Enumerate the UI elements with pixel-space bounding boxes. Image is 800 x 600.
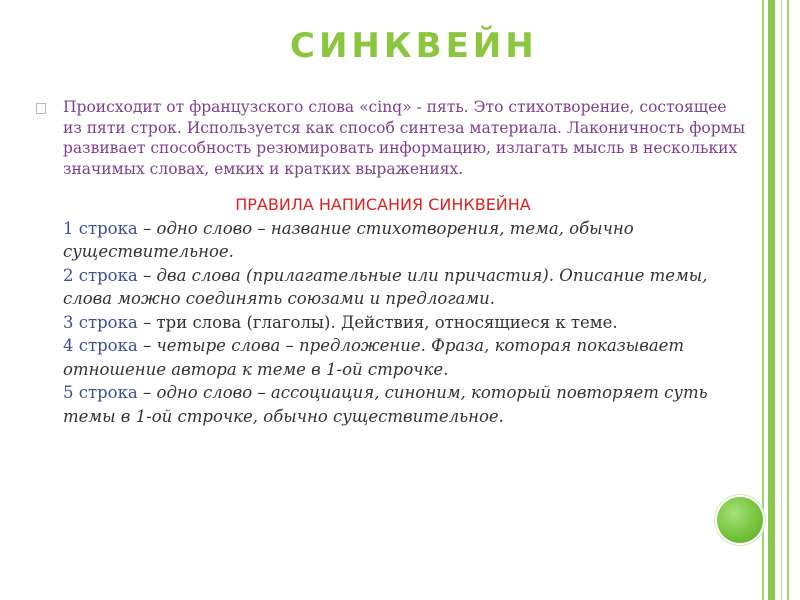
decor-line xyxy=(787,0,789,600)
rule-text: – четыре слова – предложение. Фраза, которая показывает отношение автора к теме в 1-ой строчке. xyxy=(63,336,685,379)
rule-row-5 xyxy=(63,381,753,428)
rule-text: – два слова (прилагательные или причастия). Описание темы, слова можно соединять союзами и предлогами. xyxy=(63,265,708,308)
decor-line xyxy=(768,0,775,600)
intro-bullet xyxy=(36,97,746,179)
slide-title: СИНКВЕЙН xyxy=(290,26,538,66)
bullet-square-icon xyxy=(36,103,46,114)
rule-label: 2 строка xyxy=(63,265,138,285)
rules-section xyxy=(63,193,753,428)
intro-text: Происходит от французского слова «cinq» - пять. Это стихотворение, состоящее из пяти строк. Используется как способ синтеза материала. Лаконичность формы развивает способность резюмировать информацию, излагать мысль в нескольких значимых словах, емких и кратких выражениях. xyxy=(63,98,746,178)
green-circle-decor-icon xyxy=(715,495,765,545)
decor-line xyxy=(781,0,782,600)
rule-label: 1 строка xyxy=(63,218,138,238)
rule-row-4 xyxy=(63,334,753,381)
rule-row-3 xyxy=(63,311,753,335)
rule-row-2 xyxy=(63,264,753,311)
rule-text: – одно слово – ассоциация, синоним, который повторяет суть темы в 1-ой строчке, обычно существительное. xyxy=(63,383,708,426)
rule-text: – три слова (глаголы). Действия, относящиеся к теме. xyxy=(137,312,618,332)
rule-row-1 xyxy=(63,217,753,264)
rule-text: – одно слово – название стихотворения, тема, обычно существительное. xyxy=(63,218,634,261)
rules-title: ПРАВИЛА НАПИСАНИЯ СИНКВЕЙНА xyxy=(235,195,531,214)
rule-label: 4 строка xyxy=(63,336,138,355)
rule-label: 3 строка xyxy=(63,312,138,332)
rule-label: 5 строка xyxy=(63,383,138,402)
